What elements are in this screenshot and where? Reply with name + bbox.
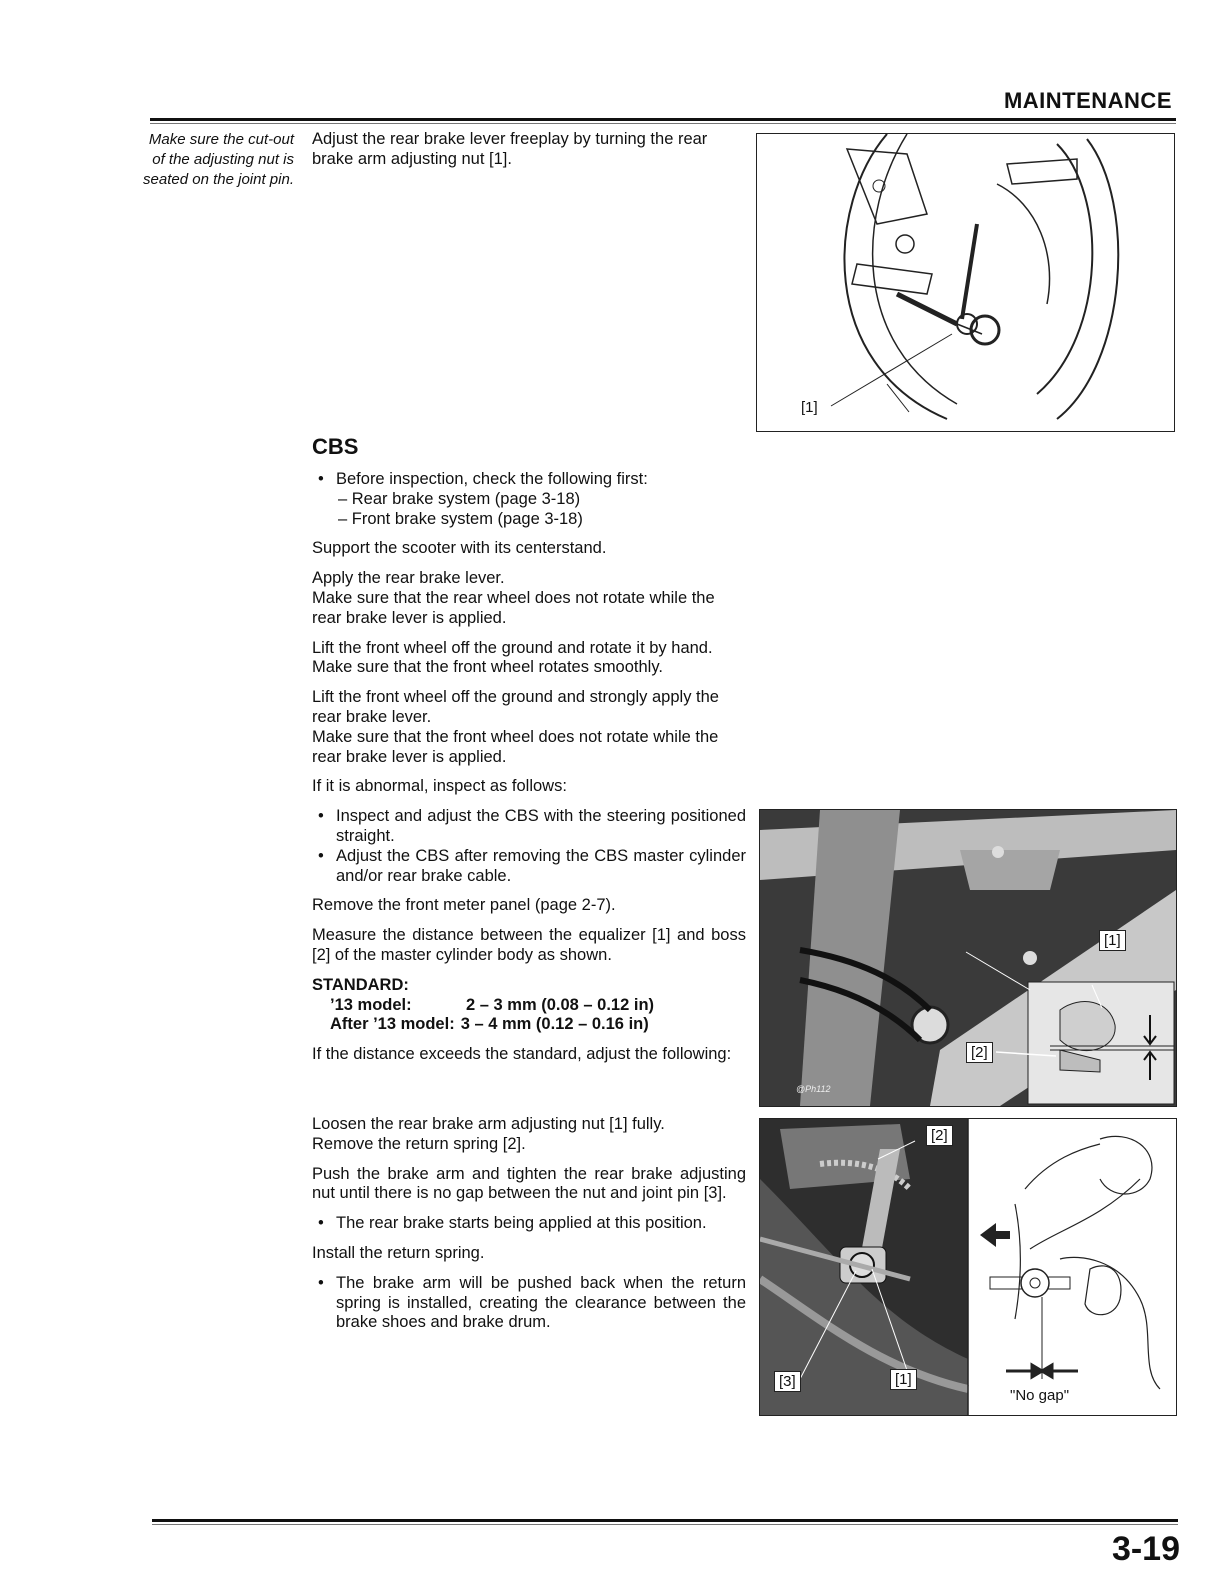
standard-row-value: 2 – 3 mm (0.08 – 0.12 in) [466, 995, 655, 1014]
callout-1: [1] [801, 399, 818, 416]
paragraph-exceeds: If the distance exceeds the standard, adjust the following: [312, 1045, 732, 1064]
standard-row-label: After ’13 model: [330, 1015, 455, 1034]
paragraph-lift-check: Make sure that the front wheel rotates smoothly. [312, 658, 663, 677]
standard-label: STANDARD: [312, 975, 409, 994]
paragraph-remove-meter: Remove the front meter panel (page 2-7). [312, 896, 616, 915]
standard-row-value: 3 – 4 mm (0.12 – 0.16 in) [460, 1015, 649, 1034]
paragraph-lift-apply-check: Make sure that the front wheel does not rotate while the rear brake lever is applied. [312, 727, 719, 766]
paragraph-loosen: Loosen the rear brake arm adjusting nut [1] fully. [312, 1115, 665, 1133]
paragraph-install: Install the return spring. [312, 1243, 485, 1262]
paragraph-apply-check: Make sure that the rear wheel does not rotate while the rear brake lever is applied. [312, 588, 715, 627]
cbs-body [312, 470, 746, 1065]
bullet-brake-arm: • The brake arm will be pushed back when the return spring is installed, creating the clearance between the brake shoes and brake drum. [312, 1274, 746, 1333]
standard-row-13 [312, 996, 746, 1016]
bullet-abnormal-2: • Adjust the CBS after removing the CBS master cylinder and/or rear brake cable. [312, 847, 746, 887]
callout-2: [2] [966, 1042, 993, 1063]
paragraph-measure: Measure the distance between the equalizer [1] and boss [2] of the master cylinder body as shown. [312, 926, 746, 964]
cbs-heading: CBS [312, 434, 359, 459]
photo-mark: @Ph112 [796, 1084, 831, 1094]
paragraph-push: Push the brake arm and tighten the rear brake adjusting nut until there is no gap between the nut and joint pin [3]. [312, 1164, 746, 1203]
header-rule-thin [150, 123, 1176, 124]
paragraph-abnormal: If it is abnormal, inspect as follows: [312, 777, 567, 796]
bullet-pre-inspection: • Before inspection, check the following first: [312, 470, 746, 490]
callout-3: [3] [774, 1371, 801, 1392]
intro-paragraph: Adjust the rear brake lever freeplay by turning the rear brake arm adjusting nut [1]. [312, 130, 708, 168]
brake-wheel-illustration [757, 134, 1174, 431]
list-item: – Front brake system (page 3-18) [338, 509, 583, 528]
bullet-position: • The rear brake starts being applied at this position. [312, 1214, 746, 1234]
paragraph-lift: Lift the front wheel off the ground and rotate it by hand. [312, 638, 713, 657]
paragraph-support: Support the scooter with its centerstand. [312, 539, 607, 558]
adjust-steps [312, 1115, 746, 1333]
footer-rule [152, 1519, 1178, 1522]
figure-equalizer-photo [759, 809, 1177, 1107]
footer-rule-thin [152, 1524, 1178, 1525]
side-note: Make sure the cut-out of the adjusting nut is seated on the joint pin. [143, 131, 294, 188]
callout-2: [2] [926, 1125, 953, 1146]
figure-brake-arm-nut [756, 133, 1175, 432]
paragraph-apply: Apply the rear brake lever. [312, 569, 505, 588]
figure-brake-arm-adjust [759, 1118, 1177, 1416]
callout-1: [1] [1099, 930, 1126, 951]
page-number: 3-19 [1111, 1530, 1180, 1568]
section-title: MAINTENANCE [1003, 88, 1172, 113]
callout-1: [1] [890, 1369, 917, 1390]
standard-row-label: ’13 model: [330, 995, 412, 1014]
paragraph-remove-spring: Remove the return spring [2]. [312, 1134, 526, 1153]
standard-row-after-13 [312, 1015, 746, 1035]
no-gap-label: "No gap" [1010, 1387, 1070, 1404]
paragraph-lift-apply: Lift the front wheel off the ground and strongly apply the rear brake lever. [312, 688, 719, 726]
list-item: – Rear brake system (page 3-18) [338, 489, 581, 508]
brake-arm-illustration [760, 1119, 1176, 1415]
header-rule [150, 118, 1176, 121]
bullet-abnormal-1: • Inspect and adjust the CBS with the steering positioned straight. [312, 807, 746, 847]
